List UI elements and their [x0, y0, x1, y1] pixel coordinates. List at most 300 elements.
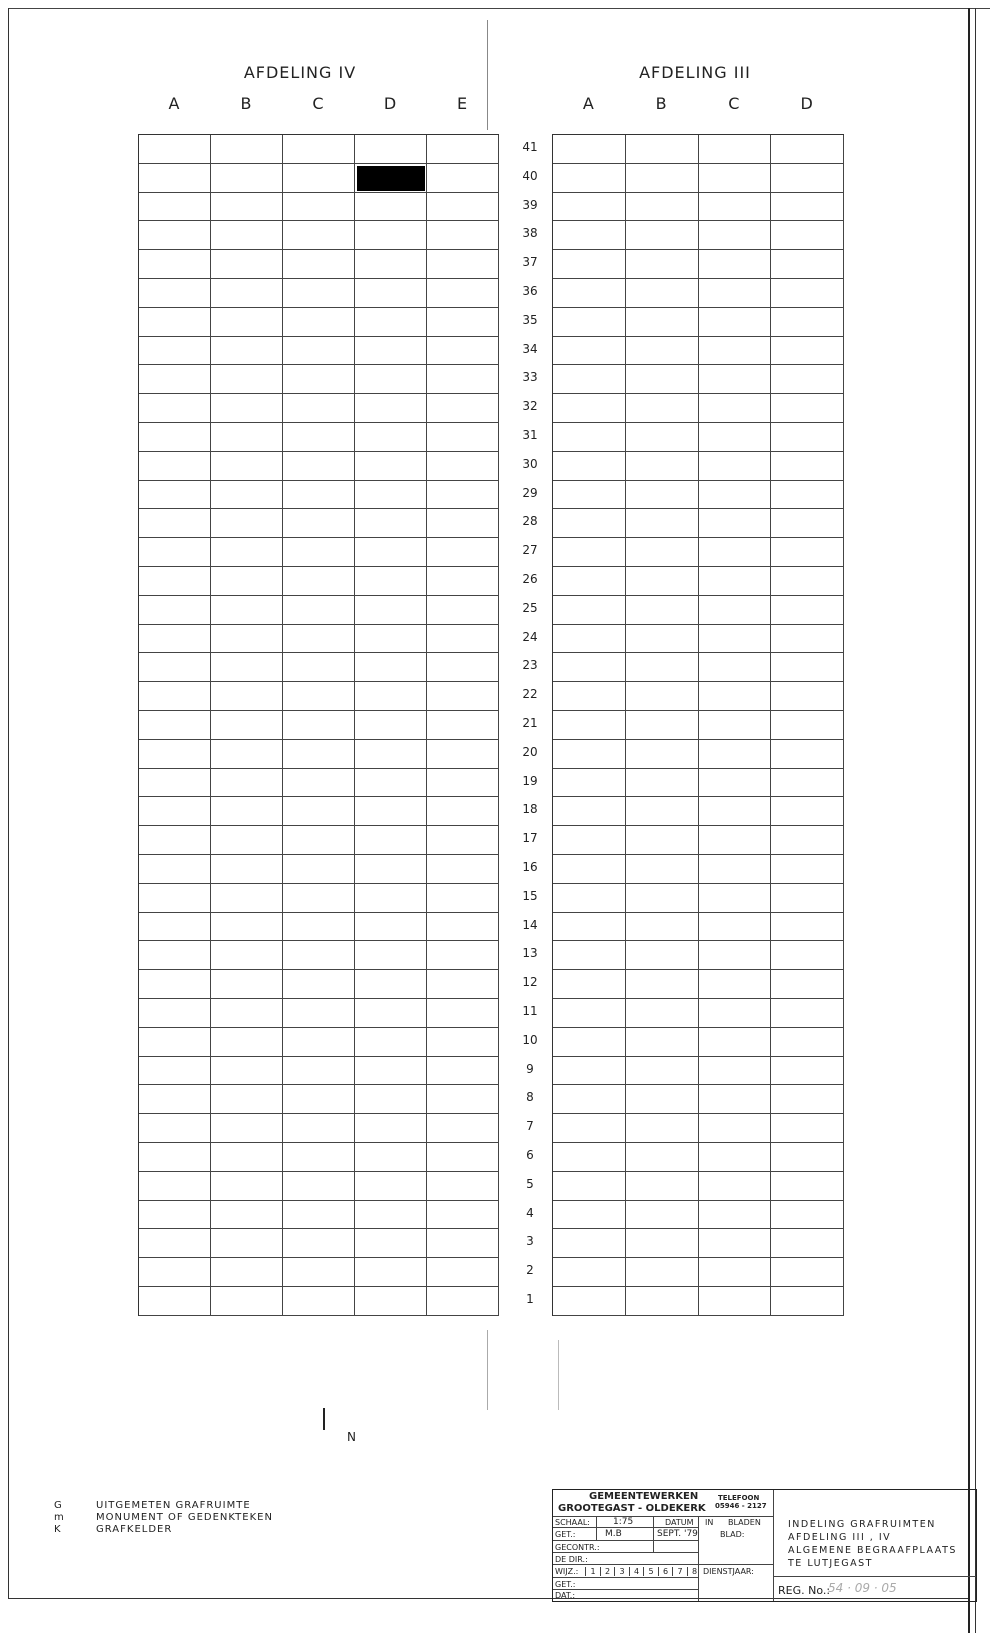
- row-number: 33: [522, 370, 538, 385]
- grave-cell: [355, 797, 427, 826]
- grave-cell: [771, 250, 844, 279]
- grave-cell: [553, 826, 626, 855]
- grave-cell: [355, 279, 427, 308]
- grave-cell: [626, 1057, 699, 1086]
- grave-cell: [553, 884, 626, 913]
- wijz-number: 8: [687, 1567, 702, 1576]
- grave-cell: [771, 653, 844, 682]
- center-line-lower: [487, 1330, 488, 1410]
- row-number: 6: [526, 1148, 534, 1162]
- grave-cell: [283, 826, 355, 855]
- wijz-number: 7: [672, 1567, 687, 1576]
- grave-cell: [139, 164, 211, 193]
- column-header-d: D: [383, 94, 397, 113]
- grave-cell: [427, 279, 499, 308]
- grave-cell: [699, 941, 772, 970]
- grave-cell: [355, 481, 427, 510]
- grave-cell: [699, 452, 772, 481]
- grave-cell: [699, 1085, 772, 1114]
- grave-cell: [211, 308, 283, 337]
- grave-cell: [427, 1201, 499, 1230]
- grave-cell: [553, 1201, 626, 1230]
- grave-cell: [699, 250, 772, 279]
- grave-cell: [355, 682, 427, 711]
- row-number: 20: [522, 744, 538, 759]
- grave-cell: [427, 797, 499, 826]
- grave-cell: [699, 1057, 772, 1086]
- drawing-border-right: [968, 8, 970, 1633]
- grave-cell: [355, 221, 427, 250]
- row-number: 17: [522, 831, 538, 846]
- de-dir-label: DE DIR.:: [555, 1555, 588, 1564]
- grave-cell: [626, 423, 699, 452]
- north-arrow: [323, 1408, 325, 1430]
- grave-cell: [427, 740, 499, 769]
- datum-label: DATUM: [665, 1518, 694, 1527]
- grave-cell: [771, 1085, 844, 1114]
- grave-cell: [139, 481, 211, 510]
- legend-text: UITGEMETEN GRAFRUIMTE: [96, 1500, 251, 1511]
- grave-cell: [771, 481, 844, 510]
- row-number: 30: [522, 456, 538, 471]
- grave-cell: [139, 855, 211, 884]
- grave-cell: [211, 164, 283, 193]
- grave-cell: [626, 308, 699, 337]
- grave-cell: [427, 913, 499, 942]
- grave-cell: [211, 653, 283, 682]
- grave-cell: [699, 884, 772, 913]
- grave-cell: [553, 711, 626, 740]
- grave-cell: [699, 1143, 772, 1172]
- grave-cell: [211, 509, 283, 538]
- grave-cell: [283, 250, 355, 279]
- grave-cell: [427, 135, 499, 164]
- wijz-number: 5: [643, 1567, 658, 1576]
- grave-cell: [211, 625, 283, 654]
- title-block-rule: [553, 1589, 698, 1590]
- row-number: 5: [526, 1176, 534, 1191]
- grave-cell: [283, 913, 355, 942]
- phone-number: 05946 - 2127: [715, 1502, 767, 1510]
- grave-cell: [626, 1258, 699, 1287]
- grave-cell: [626, 1201, 699, 1230]
- grave-cell: [355, 538, 427, 567]
- grave-cell: [553, 452, 626, 481]
- grave-cell: [427, 1143, 499, 1172]
- row-number: 19: [522, 773, 538, 788]
- grave-cell: [355, 769, 427, 798]
- grave-cell: [211, 221, 283, 250]
- grave-cell: [771, 394, 844, 423]
- grave-cell: [771, 596, 844, 625]
- grave-cell: [139, 913, 211, 942]
- grave-cell: [355, 452, 427, 481]
- row-number: 37: [522, 255, 538, 270]
- grave-cell: [355, 1201, 427, 1230]
- grave-cell: [211, 250, 283, 279]
- grave-cell: [283, 193, 355, 222]
- grave-cell: [427, 221, 499, 250]
- grave-cell: [626, 394, 699, 423]
- grave-cell: [626, 711, 699, 740]
- legend-item: [54, 1512, 273, 1524]
- grave-cell: [211, 913, 283, 942]
- grave-cell: [553, 221, 626, 250]
- grave-cell: [626, 1143, 699, 1172]
- row-number: 14: [522, 917, 538, 932]
- grave-cell: [771, 1114, 844, 1143]
- grave-cell: [626, 567, 699, 596]
- grave-cell: [283, 1143, 355, 1172]
- grave-cell: [139, 1172, 211, 1201]
- grave-cell: [771, 797, 844, 826]
- row-number: 18: [522, 802, 538, 817]
- grave-cell: [427, 164, 499, 193]
- grave-cell: [427, 1172, 499, 1201]
- grave-cell: [355, 1143, 427, 1172]
- legend-symbol: m: [54, 1512, 65, 1523]
- grave-cell: [139, 1143, 211, 1172]
- grave-cell: [211, 567, 283, 596]
- grave-cell: [553, 1028, 626, 1057]
- grave-cell: [283, 941, 355, 970]
- grave-cell: [626, 164, 699, 193]
- column-header-b: B: [655, 94, 667, 113]
- grave-cell: [283, 481, 355, 510]
- grave-cell: [427, 682, 499, 711]
- grave-cell: [626, 970, 699, 999]
- row-number: 34: [522, 341, 538, 356]
- grave-cell: [553, 970, 626, 999]
- grave-cell: [699, 653, 772, 682]
- legend-text: GRAFKELDER: [96, 1524, 173, 1535]
- grave-cell: [283, 653, 355, 682]
- grave-cell: [355, 1172, 427, 1201]
- grave-cell: [355, 1229, 427, 1258]
- grave-cell: [699, 797, 772, 826]
- grave-cell: [553, 1287, 626, 1316]
- grave-cell: [283, 1057, 355, 1086]
- grave-cell: [553, 682, 626, 711]
- grave-cell: [699, 1287, 772, 1316]
- grave-cell: [139, 1057, 211, 1086]
- grave-cell: [771, 337, 844, 366]
- grave-cell: [211, 337, 283, 366]
- get2-label: GET.:: [555, 1580, 576, 1589]
- datum-value: SEPT. '79: [657, 1529, 698, 1539]
- grave-cell: [283, 135, 355, 164]
- row-number: 31: [522, 428, 538, 442]
- grave-cell: [211, 193, 283, 222]
- grave-cell: [139, 682, 211, 711]
- grave-cell: [699, 740, 772, 769]
- grave-cell: [355, 394, 427, 423]
- grave-cell: [699, 365, 772, 394]
- grave-cell: [139, 941, 211, 970]
- grave-cell: [771, 941, 844, 970]
- schaal-label: SCHAAL:: [555, 1518, 590, 1527]
- legend-symbol: G: [54, 1500, 63, 1511]
- grave-cell: [771, 711, 844, 740]
- grave-cell: [355, 1114, 427, 1143]
- grave-cell: [553, 135, 626, 164]
- section-title-afdeling-iii: AFDELING III: [639, 63, 751, 82]
- grave-cell: [211, 1229, 283, 1258]
- grave-cell: [211, 1028, 283, 1057]
- drawing-description: [788, 1518, 957, 1570]
- grave-cell: [553, 193, 626, 222]
- grave-cell: [553, 365, 626, 394]
- grave-cell: [283, 423, 355, 452]
- row-number: 7: [526, 1119, 534, 1134]
- grave-cell: [211, 970, 283, 999]
- grave-cell: [427, 884, 499, 913]
- drawing-border-left: [8, 8, 9, 1598]
- grave-cell: [626, 1172, 699, 1201]
- grave-cell: [427, 855, 499, 884]
- grave-cell: [553, 1143, 626, 1172]
- title-block-rule: [553, 1516, 773, 1517]
- gecontr-label: GECONTR.:: [555, 1543, 600, 1552]
- grave-cell: [553, 653, 626, 682]
- redaction-block: [357, 166, 425, 191]
- grave-cell: [427, 337, 499, 366]
- grave-cell: [626, 337, 699, 366]
- bladen-label: BLADEN: [728, 1518, 761, 1527]
- grave-cell: [699, 913, 772, 942]
- grave-cell: [699, 481, 772, 510]
- grave-cell: [139, 337, 211, 366]
- grave-cell: [139, 509, 211, 538]
- grave-cell: [553, 509, 626, 538]
- grave-cell: [211, 941, 283, 970]
- drawing-border-top: [8, 8, 990, 9]
- row-number: 25: [522, 600, 538, 615]
- grave-cell: [699, 279, 772, 308]
- grave-cell: [626, 999, 699, 1028]
- column-header-a: A: [168, 94, 180, 113]
- grave-cell: [553, 941, 626, 970]
- grave-cell: [771, 740, 844, 769]
- grave-cell: [427, 1114, 499, 1143]
- grave-cell: [355, 1057, 427, 1086]
- grave-cell: [699, 999, 772, 1028]
- grave-cell: [699, 711, 772, 740]
- grave-cell: [771, 999, 844, 1028]
- row-number: 36: [522, 284, 538, 298]
- grave-cell: [699, 135, 772, 164]
- grave-cell: [427, 711, 499, 740]
- grave-cell: [355, 884, 427, 913]
- grave-cell: [553, 394, 626, 423]
- schaal-value: 1:75: [613, 1517, 634, 1527]
- grave-cell: [771, 279, 844, 308]
- grave-cell: [139, 711, 211, 740]
- grave-cell: [139, 452, 211, 481]
- grave-cell: [283, 1229, 355, 1258]
- grave-cell: [771, 509, 844, 538]
- grave-cell: [427, 999, 499, 1028]
- grave-cell: [283, 999, 355, 1028]
- grave-cell: [553, 740, 626, 769]
- title-block: [552, 1489, 977, 1602]
- grave-cell: [427, 1229, 499, 1258]
- grave-cell: [771, 538, 844, 567]
- grave-cell: [139, 1028, 211, 1057]
- grave-cell: [355, 1258, 427, 1287]
- grave-cell: [211, 999, 283, 1028]
- grave-cell: [283, 1114, 355, 1143]
- grave-cell: [626, 135, 699, 164]
- grave-cell: [427, 308, 499, 337]
- row-number: 8: [526, 1090, 534, 1105]
- grave-cell: [626, 653, 699, 682]
- grave-cell: [283, 452, 355, 481]
- row-number: 11: [522, 1004, 538, 1018]
- grave-cell: [211, 1085, 283, 1114]
- grave-cell: [139, 1287, 211, 1316]
- column-header-a: A: [582, 94, 594, 113]
- row-number: 10: [522, 1032, 538, 1047]
- description-line: ALGEMENE BEGRAAFPLAATS: [788, 1545, 957, 1556]
- grave-cell: [211, 826, 283, 855]
- grave-cell: [553, 250, 626, 279]
- row-number: 28: [522, 514, 538, 529]
- grave-cell: [771, 221, 844, 250]
- grave-cell: [553, 999, 626, 1028]
- grave-cell: [283, 797, 355, 826]
- org-line-2: GROOTEGAST - OLDEKERK: [558, 1503, 706, 1514]
- wijz-number: 1: [585, 1567, 600, 1576]
- grave-cell: [771, 682, 844, 711]
- grave-cell: [211, 682, 283, 711]
- grave-cell: [427, 509, 499, 538]
- grave-cell: [553, 1114, 626, 1143]
- grave-cell: [626, 365, 699, 394]
- grave-cell: [355, 970, 427, 999]
- grave-cell: [355, 740, 427, 769]
- grave-cell: [355, 999, 427, 1028]
- column-header-c: C: [312, 94, 324, 113]
- grave-cell: [139, 221, 211, 250]
- grave-cell: [283, 855, 355, 884]
- grave-cell: [771, 1028, 844, 1057]
- grave-cell: [427, 567, 499, 596]
- reg-no-value: 54 · 09 · 05: [828, 1581, 897, 1595]
- grave-cell: [427, 625, 499, 654]
- grave-grid-afdeling-iii: [552, 134, 844, 1316]
- grave-cell: [553, 1085, 626, 1114]
- row-number: 39: [522, 197, 538, 212]
- right-line-lower: [558, 1340, 559, 1410]
- grave-cell: [283, 625, 355, 654]
- grave-cell: [139, 135, 211, 164]
- grave-cell: [771, 365, 844, 394]
- wijz-number: 4: [629, 1567, 644, 1576]
- grave-cell: [427, 769, 499, 798]
- grave-cell: [771, 1258, 844, 1287]
- title-block-rule: [553, 1540, 698, 1541]
- title-block-rule: [553, 1564, 773, 1565]
- grave-cell: [283, 538, 355, 567]
- grave-cell: [699, 1114, 772, 1143]
- grave-cell: [626, 193, 699, 222]
- grave-cell: [626, 884, 699, 913]
- grave-cell: [771, 423, 844, 452]
- grave-cell: [553, 279, 626, 308]
- grave-cell: [355, 337, 427, 366]
- grave-cell: [139, 1258, 211, 1287]
- row-number: 16: [522, 860, 538, 874]
- grave-cell: [771, 164, 844, 193]
- grave-cell: [355, 596, 427, 625]
- section-title-afdeling-iv: AFDELING IV: [243, 63, 357, 82]
- grave-cell: [771, 193, 844, 222]
- grave-cell: [139, 999, 211, 1028]
- grave-cell: [553, 423, 626, 452]
- grave-cell: [211, 596, 283, 625]
- grave-cell: [355, 135, 427, 164]
- legend-text: MONUMENT OF GEDENKTEKEN: [96, 1512, 273, 1523]
- grave-cell: [139, 193, 211, 222]
- grave-cell: [427, 365, 499, 394]
- grave-cell: [283, 682, 355, 711]
- grave-cell: [626, 941, 699, 970]
- grave-cell: [771, 567, 844, 596]
- grave-cell: [427, 941, 499, 970]
- blad-label: BLAD:: [720, 1530, 745, 1539]
- grave-cell: [626, 538, 699, 567]
- grave-cell: [626, 221, 699, 250]
- grave-cell: [139, 1114, 211, 1143]
- grave-cell: [427, 653, 499, 682]
- grave-cell: [139, 394, 211, 423]
- grave-cell: [355, 625, 427, 654]
- grave-cell: [771, 1229, 844, 1258]
- grave-cell: [626, 1287, 699, 1316]
- grave-cell: [427, 1085, 499, 1114]
- grave-cell: [699, 769, 772, 798]
- grave-cell: [626, 1114, 699, 1143]
- grave-cell: [139, 538, 211, 567]
- grave-cell: [283, 596, 355, 625]
- row-number: 9: [526, 1061, 534, 1076]
- grave-cell: [139, 250, 211, 279]
- grave-grid-afdeling-iv: [138, 134, 499, 1316]
- grave-cell: [211, 855, 283, 884]
- row-number: 4: [526, 1205, 534, 1220]
- row-number: 24: [522, 629, 538, 644]
- drawing-border-right-inner: [975, 8, 976, 1633]
- get-value: M.B: [605, 1529, 622, 1539]
- grave-cell: [771, 452, 844, 481]
- grave-cell: [626, 452, 699, 481]
- grave-cell: [211, 394, 283, 423]
- grave-cell: [699, 682, 772, 711]
- grave-cell: [626, 596, 699, 625]
- title-block-rule: [553, 1527, 698, 1528]
- grave-cell: [553, 1229, 626, 1258]
- grave-cell: [211, 1258, 283, 1287]
- wijz-number: 2: [600, 1567, 615, 1576]
- row-number: 23: [522, 658, 538, 673]
- row-number: 13: [522, 946, 538, 961]
- column-header-c: C: [728, 94, 740, 113]
- wijz-label: WIJZ.:: [555, 1567, 579, 1576]
- grave-cell: [553, 797, 626, 826]
- title-block-divider: [773, 1490, 774, 1601]
- reg-no-label: REG. No.:: [778, 1584, 831, 1597]
